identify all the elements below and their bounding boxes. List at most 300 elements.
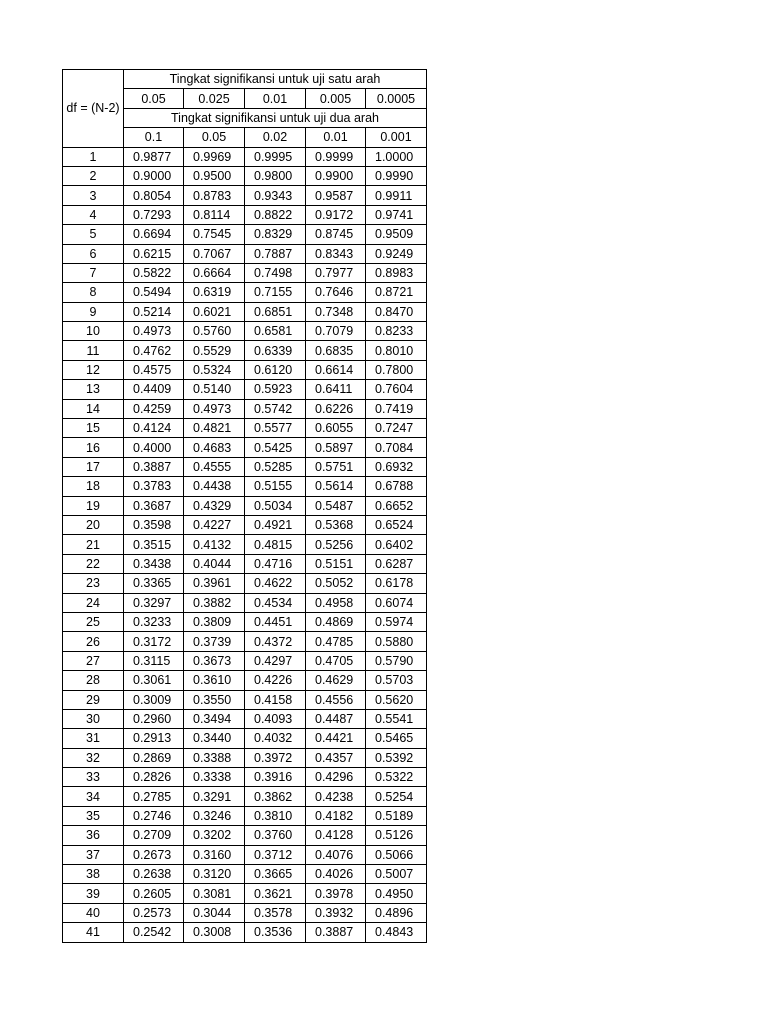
table-row — [63, 884, 427, 903]
r-value-cell: 0.3536 — [245, 923, 306, 942]
r-value-cell: 0.3008 — [184, 923, 245, 942]
r-value-cell: 0.4438 — [184, 477, 245, 496]
table-row — [63, 186, 427, 205]
table-row — [63, 457, 427, 476]
df-cell: 17 — [63, 457, 124, 476]
r-value-cell: 0.2785 — [124, 787, 184, 806]
r-value-cell: 0.3515 — [124, 535, 184, 554]
one-tailed-level: 0.05 — [124, 89, 184, 108]
r-value-cell: 0.6178 — [366, 574, 427, 593]
r-value-cell: 0.6074 — [366, 593, 427, 612]
header-row-one-tailed-title — [63, 70, 427, 89]
r-value-cell: 0.3810 — [245, 806, 306, 825]
r-value-cell: 0.3610 — [184, 671, 245, 690]
df-cell: 38 — [63, 865, 124, 884]
r-value-cell: 0.3712 — [245, 845, 306, 864]
r-value-cell: 0.6664 — [184, 263, 245, 282]
two-tailed-level: 0.05 — [184, 128, 245, 147]
df-cell: 22 — [63, 554, 124, 573]
r-value-cell: 0.3115 — [124, 651, 184, 670]
r-value-cell: 0.5897 — [306, 438, 366, 457]
r-value-cell: 0.5256 — [306, 535, 366, 554]
r-value-cell: 0.3009 — [124, 690, 184, 709]
table-row — [63, 612, 427, 631]
r-value-cell: 0.6120 — [245, 360, 306, 379]
r-value-cell: 0.4843 — [366, 923, 427, 942]
df-cell: 9 — [63, 302, 124, 321]
r-value-cell: 0.9249 — [366, 244, 427, 263]
r-value-cell: 0.4044 — [184, 554, 245, 573]
r-value-cell: 0.3494 — [184, 709, 245, 728]
r-value-cell: 0.2709 — [124, 826, 184, 845]
df-cell: 25 — [63, 612, 124, 631]
r-value-cell: 0.6851 — [245, 302, 306, 321]
r-value-cell: 0.4683 — [184, 438, 245, 457]
r-value-cell: 0.4622 — [245, 574, 306, 593]
df-cell: 14 — [63, 399, 124, 418]
r-value-cell: 0.3202 — [184, 826, 245, 845]
r-value-cell: 0.6932 — [366, 457, 427, 476]
r-value-cell: 0.4329 — [184, 496, 245, 515]
two-tailed-level: 0.01 — [306, 128, 366, 147]
r-value-cell: 0.5541 — [366, 709, 427, 728]
r-value-cell: 0.5751 — [306, 457, 366, 476]
r-value-cell: 0.6524 — [366, 515, 427, 534]
r-value-cell: 0.4950 — [366, 884, 427, 903]
r-value-cell: 0.2913 — [124, 729, 184, 748]
r-value-cell: 0.2746 — [124, 806, 184, 825]
r-value-cell: 0.3760 — [245, 826, 306, 845]
r-value-cell: 0.7155 — [245, 283, 306, 302]
r-value-cell: 0.8233 — [366, 322, 427, 341]
df-cell: 24 — [63, 593, 124, 612]
table-row — [63, 729, 427, 748]
two-tailed-level: 0.001 — [366, 128, 427, 147]
two-tailed-level: 0.02 — [245, 128, 306, 147]
r-value-cell: 0.6694 — [124, 225, 184, 244]
table-row — [63, 263, 427, 282]
table-row — [63, 419, 427, 438]
r-value-cell: 0.3081 — [184, 884, 245, 903]
r-value-cell: 0.5620 — [366, 690, 427, 709]
r-table — [62, 69, 427, 943]
r-value-cell: 0.5974 — [366, 612, 427, 631]
r-value-cell: 0.3665 — [245, 865, 306, 884]
r-value-cell: 0.9900 — [306, 166, 366, 185]
r-value-cell: 0.6226 — [306, 399, 366, 418]
r-value-cell: 0.4896 — [366, 903, 427, 922]
r-value-cell: 0.8010 — [366, 341, 427, 360]
r-value-cell: 0.7293 — [124, 205, 184, 224]
r-value-cell: 0.4785 — [306, 632, 366, 651]
r-value-cell: 0.9800 — [245, 166, 306, 185]
table-row — [63, 477, 427, 496]
r-value-cell: 0.4296 — [306, 768, 366, 787]
r-value-cell: 0.5189 — [366, 806, 427, 825]
r-value-cell: 0.3160 — [184, 845, 245, 864]
r-value-cell: 0.5923 — [245, 380, 306, 399]
r-value-cell: 0.3887 — [124, 457, 184, 476]
df-cell: 23 — [63, 574, 124, 593]
one-tailed-title: Tingkat signifikansi untuk uji satu arah — [124, 70, 427, 89]
table-row — [63, 690, 427, 709]
r-value-cell: 0.5577 — [245, 419, 306, 438]
table-row — [63, 399, 427, 418]
table-row — [63, 341, 427, 360]
r-value-cell: 0.9911 — [366, 186, 427, 205]
table-row — [63, 845, 427, 864]
r-value-cell: 0.3297 — [124, 593, 184, 612]
table-row — [63, 515, 427, 534]
r-value-cell: 0.6411 — [306, 380, 366, 399]
r-value-cell: 0.9500 — [184, 166, 245, 185]
df-cell: 28 — [63, 671, 124, 690]
df-cell: 15 — [63, 419, 124, 438]
table-row — [63, 865, 427, 884]
r-value-cell: 0.4297 — [245, 651, 306, 670]
r-value-cell: 0.5034 — [245, 496, 306, 515]
r-value-cell: 0.7067 — [184, 244, 245, 263]
r-value-cell: 0.3365 — [124, 574, 184, 593]
r-value-cell: 0.5425 — [245, 438, 306, 457]
df-cell: 39 — [63, 884, 124, 903]
r-value-cell: 0.4000 — [124, 438, 184, 457]
r-value-cell: 0.6055 — [306, 419, 366, 438]
r-value-cell: 0.9877 — [124, 147, 184, 166]
df-cell: 16 — [63, 438, 124, 457]
r-value-cell: 0.3809 — [184, 612, 245, 631]
r-value-cell: 0.5465 — [366, 729, 427, 748]
r-value-cell: 0.5368 — [306, 515, 366, 534]
df-header: df = (N-2) — [63, 70, 124, 148]
r-value-cell: 0.9990 — [366, 166, 427, 185]
df-cell: 37 — [63, 845, 124, 864]
r-value-cell: 0.3887 — [306, 923, 366, 942]
r-value-cell: 0.4182 — [306, 806, 366, 825]
table-row — [63, 244, 427, 263]
df-cell: 10 — [63, 322, 124, 341]
r-value-cell: 0.4534 — [245, 593, 306, 612]
r-value-cell: 0.9741 — [366, 205, 427, 224]
r-value-cell: 0.4238 — [306, 787, 366, 806]
r-value-cell: 0.3882 — [184, 593, 245, 612]
r-value-cell: 0.8054 — [124, 186, 184, 205]
r-value-cell: 0.8745 — [306, 225, 366, 244]
table-row — [63, 380, 427, 399]
r-value-cell: 0.8114 — [184, 205, 245, 224]
r-value-cell: 0.4815 — [245, 535, 306, 554]
df-cell: 11 — [63, 341, 124, 360]
table-row — [63, 574, 427, 593]
table-row — [63, 322, 427, 341]
r-value-cell: 0.6788 — [366, 477, 427, 496]
table-row — [63, 535, 427, 554]
r-value-cell: 0.3291 — [184, 787, 245, 806]
r-value-cell: 0.4357 — [306, 748, 366, 767]
r-value-cell: 0.3246 — [184, 806, 245, 825]
r-value-cell: 0.4705 — [306, 651, 366, 670]
r-value-cell: 0.4821 — [184, 419, 245, 438]
r-value-cell: 0.9999 — [306, 147, 366, 166]
table-row — [63, 496, 427, 515]
r-value-cell: 0.4158 — [245, 690, 306, 709]
table-row — [63, 748, 427, 767]
r-value-cell: 0.5790 — [366, 651, 427, 670]
r-value-cell: 0.4973 — [124, 322, 184, 341]
df-cell: 34 — [63, 787, 124, 806]
r-value-cell: 0.5214 — [124, 302, 184, 321]
r-value-cell: 0.4451 — [245, 612, 306, 631]
r-value-cell: 0.2542 — [124, 923, 184, 942]
r-value-cell: 0.4762 — [124, 341, 184, 360]
table-row — [63, 806, 427, 825]
r-value-cell: 0.4556 — [306, 690, 366, 709]
r-value-cell: 0.8721 — [366, 283, 427, 302]
r-value-cell: 0.8983 — [366, 263, 427, 282]
r-value-cell: 0.4869 — [306, 612, 366, 631]
r-value-cell: 0.6287 — [366, 554, 427, 573]
table-row — [63, 147, 427, 166]
df-cell: 35 — [63, 806, 124, 825]
r-value-cell: 0.2638 — [124, 865, 184, 884]
r-value-cell: 0.4076 — [306, 845, 366, 864]
r-value-cell: 0.3783 — [124, 477, 184, 496]
r-value-cell: 0.4958 — [306, 593, 366, 612]
r-value-cell: 0.3578 — [245, 903, 306, 922]
r-value-cell: 0.3961 — [184, 574, 245, 593]
data-rows — [63, 147, 427, 942]
r-value-cell: 0.3673 — [184, 651, 245, 670]
r-value-cell: 0.6614 — [306, 360, 366, 379]
table-row — [63, 593, 427, 612]
r-value-cell: 0.3550 — [184, 690, 245, 709]
r-value-cell: 0.4421 — [306, 729, 366, 748]
table-row — [63, 826, 427, 845]
r-value-cell: 0.9172 — [306, 205, 366, 224]
r-value-cell: 0.3120 — [184, 865, 245, 884]
r-value-cell: 0.5392 — [366, 748, 427, 767]
table-row — [63, 787, 427, 806]
r-value-cell: 0.7646 — [306, 283, 366, 302]
r-value-cell: 0.5487 — [306, 496, 366, 515]
r-value-cell: 0.4409 — [124, 380, 184, 399]
df-cell: 4 — [63, 205, 124, 224]
r-value-cell: 0.7079 — [306, 322, 366, 341]
r-value-cell: 0.2573 — [124, 903, 184, 922]
r-value-cell: 0.3739 — [184, 632, 245, 651]
r-value-cell: 0.6319 — [184, 283, 245, 302]
r-value-cell: 0.3598 — [124, 515, 184, 534]
r-value-cell: 0.5614 — [306, 477, 366, 496]
r-value-cell: 0.7800 — [366, 360, 427, 379]
df-cell: 27 — [63, 651, 124, 670]
table-row — [63, 768, 427, 787]
one-tailed-level: 0.01 — [245, 89, 306, 108]
table-row — [63, 360, 427, 379]
r-value-cell: 0.5151 — [306, 554, 366, 573]
df-cell: 20 — [63, 515, 124, 534]
r-value-cell: 0.5760 — [184, 322, 245, 341]
r-value-cell: 0.3687 — [124, 496, 184, 515]
r-value-cell: 0.6835 — [306, 341, 366, 360]
df-cell: 2 — [63, 166, 124, 185]
df-cell: 31 — [63, 729, 124, 748]
r-value-cell: 0.4026 — [306, 865, 366, 884]
table-row — [63, 651, 427, 670]
table-body — [63, 70, 427, 148]
table-row — [63, 283, 427, 302]
table-row — [63, 903, 427, 922]
r-value-cell: 0.3061 — [124, 671, 184, 690]
one-tailed-level: 0.0005 — [366, 89, 427, 108]
r-value-cell: 0.4227 — [184, 515, 245, 534]
table-row — [63, 225, 427, 244]
r-value-cell: 0.3978 — [306, 884, 366, 903]
r-value-cell: 0.4032 — [245, 729, 306, 748]
r-value-cell: 0.3388 — [184, 748, 245, 767]
r-value-cell: 0.7887 — [245, 244, 306, 263]
r-value-cell: 0.8343 — [306, 244, 366, 263]
df-cell: 8 — [63, 283, 124, 302]
df-cell: 19 — [63, 496, 124, 515]
r-value-cell: 0.2673 — [124, 845, 184, 864]
df-cell: 32 — [63, 748, 124, 767]
r-value-cell: 0.5066 — [366, 845, 427, 864]
df-cell: 26 — [63, 632, 124, 651]
df-cell: 18 — [63, 477, 124, 496]
r-value-cell: 0.5529 — [184, 341, 245, 360]
r-value-cell: 0.7348 — [306, 302, 366, 321]
r-value-cell: 0.4093 — [245, 709, 306, 728]
r-value-cell: 0.6021 — [184, 302, 245, 321]
df-cell: 6 — [63, 244, 124, 263]
r-value-cell: 0.4124 — [124, 419, 184, 438]
table-row — [63, 302, 427, 321]
r-value-cell: 0.5822 — [124, 263, 184, 282]
r-value-cell: 0.9000 — [124, 166, 184, 185]
table-row — [63, 671, 427, 690]
r-value-cell: 0.7977 — [306, 263, 366, 282]
r-value-cell: 0.3172 — [124, 632, 184, 651]
r-value-cell: 0.9969 — [184, 147, 245, 166]
r-value-cell: 0.3916 — [245, 768, 306, 787]
r-value-cell: 0.4716 — [245, 554, 306, 573]
df-cell: 12 — [63, 360, 124, 379]
r-value-cell: 0.6652 — [366, 496, 427, 515]
df-cell: 33 — [63, 768, 124, 787]
r-value-cell: 0.6402 — [366, 535, 427, 554]
r-value-cell: 0.5155 — [245, 477, 306, 496]
df-cell: 36 — [63, 826, 124, 845]
r-value-cell: 0.5285 — [245, 457, 306, 476]
table-row — [63, 166, 427, 185]
df-cell: 41 — [63, 923, 124, 942]
r-value-cell: 1.0000 — [366, 147, 427, 166]
two-tailed-level: 0.1 — [124, 128, 184, 147]
table-row — [63, 438, 427, 457]
r-value-cell: 0.8783 — [184, 186, 245, 205]
r-value-cell: 0.5703 — [366, 671, 427, 690]
r-value-cell: 0.5742 — [245, 399, 306, 418]
table-row — [63, 709, 427, 728]
one-tailed-level: 0.025 — [184, 89, 245, 108]
r-value-cell: 0.7247 — [366, 419, 427, 438]
df-cell: 7 — [63, 263, 124, 282]
r-value-cell: 0.4259 — [124, 399, 184, 418]
r-value-cell: 0.3338 — [184, 768, 245, 787]
r-value-cell: 0.2826 — [124, 768, 184, 787]
r-value-cell: 0.4128 — [306, 826, 366, 845]
r-value-cell: 0.5494 — [124, 283, 184, 302]
r-value-cell: 0.5254 — [366, 787, 427, 806]
r-value-cell: 0.3932 — [306, 903, 366, 922]
df-cell: 3 — [63, 186, 124, 205]
r-value-cell: 0.3044 — [184, 903, 245, 922]
r-value-cell: 0.4132 — [184, 535, 245, 554]
r-value-cell: 0.5880 — [366, 632, 427, 651]
r-value-cell: 0.5322 — [366, 768, 427, 787]
df-cell: 29 — [63, 690, 124, 709]
r-value-cell: 0.3972 — [245, 748, 306, 767]
r-value-cell: 0.7084 — [366, 438, 427, 457]
r-value-cell: 0.9587 — [306, 186, 366, 205]
r-value-cell: 0.3862 — [245, 787, 306, 806]
df-cell: 21 — [63, 535, 124, 554]
r-value-cell: 0.9343 — [245, 186, 306, 205]
r-value-cell: 0.9995 — [245, 147, 306, 166]
r-value-cell: 0.4973 — [184, 399, 245, 418]
r-value-cell: 0.6215 — [124, 244, 184, 263]
r-value-cell: 0.3438 — [124, 554, 184, 573]
r-value-cell: 0.4226 — [245, 671, 306, 690]
r-value-cell: 0.7498 — [245, 263, 306, 282]
df-cell: 1 — [63, 147, 124, 166]
r-value-cell: 0.8329 — [245, 225, 306, 244]
df-cell: 40 — [63, 903, 124, 922]
r-value-cell: 0.3233 — [124, 612, 184, 631]
one-tailed-level: 0.005 — [306, 89, 366, 108]
r-value-cell: 0.3440 — [184, 729, 245, 748]
r-value-cell: 0.4372 — [245, 632, 306, 651]
two-tailed-title: Tingkat signifikansi untuk uji dua arah — [124, 108, 427, 127]
r-value-cell: 0.7604 — [366, 380, 427, 399]
r-value-cell: 0.5052 — [306, 574, 366, 593]
table-row — [63, 632, 427, 651]
r-value-cell: 0.8470 — [366, 302, 427, 321]
r-value-cell: 0.8822 — [245, 205, 306, 224]
df-cell: 13 — [63, 380, 124, 399]
r-value-cell: 0.9509 — [366, 225, 427, 244]
r-value-cell: 0.4921 — [245, 515, 306, 534]
r-value-cell: 0.7545 — [184, 225, 245, 244]
table-row — [63, 554, 427, 573]
r-value-cell: 0.4487 — [306, 709, 366, 728]
r-value-cell: 0.5140 — [184, 380, 245, 399]
df-cell: 30 — [63, 709, 124, 728]
r-value-cell: 0.5007 — [366, 865, 427, 884]
r-value-cell: 0.7419 — [366, 399, 427, 418]
r-value-cell: 0.4555 — [184, 457, 245, 476]
df-cell: 5 — [63, 225, 124, 244]
r-value-cell: 0.6339 — [245, 341, 306, 360]
r-value-cell: 0.2869 — [124, 748, 184, 767]
r-value-cell: 0.2605 — [124, 884, 184, 903]
r-value-cell: 0.5126 — [366, 826, 427, 845]
r-value-cell: 0.5324 — [184, 360, 245, 379]
r-value-cell: 0.4629 — [306, 671, 366, 690]
r-value-cell: 0.4575 — [124, 360, 184, 379]
r-value-cell: 0.3621 — [245, 884, 306, 903]
